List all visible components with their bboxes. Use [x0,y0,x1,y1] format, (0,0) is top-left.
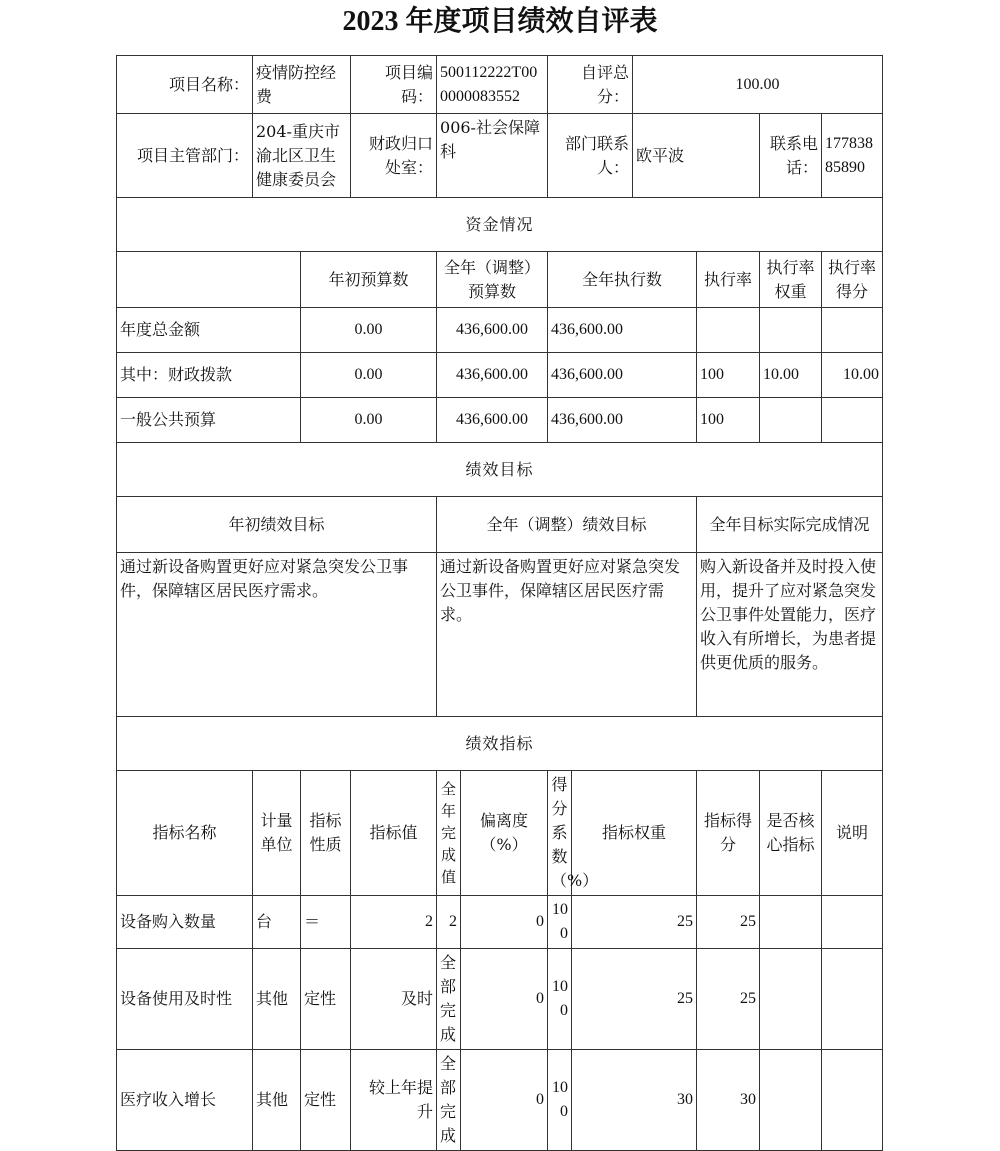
ind-row-target: 2 [351,896,437,949]
funds-row-initial: 0.00 [301,308,437,353]
funds-row-weight [760,308,822,353]
finance-office-label: 财政归口处室： [351,114,437,198]
dept-value: 204-重庆市渝北区卫生健康委员会 [253,114,351,198]
funds-row-weight [760,398,822,443]
ind-row-nature: 定性 [301,1050,351,1151]
goals-initial-text: 通过新设备购置更好应对紧急突发公卫事件，保障辖区居民医疗需求。 [117,553,437,717]
ind-row-target: 较上年提升 [351,1050,437,1151]
ind-row-nature: ＝ [301,896,351,949]
goals-header-row [117,497,883,553]
ind-row-done: 全部完成 [437,1050,461,1151]
funds-header-blank [117,252,301,308]
funds-row-adjusted: 436,600.00 [437,353,548,398]
funds-row [117,308,883,353]
contact-label: 部门联系人： [548,114,633,198]
funds-header-initial: 年初预算数 [301,252,437,308]
ind-row-nature: 定性 [301,949,351,1050]
funds-row-initial: 0.00 [301,353,437,398]
funds-header-row [117,252,883,308]
goals-content-row [117,553,883,717]
funds-row-weight: 10.00 [760,353,822,398]
goals-adjusted-text: 通过新设备购置更好应对紧急突发公卫事件，保障辖区居民医疗需求。 [437,553,697,717]
funds-row-executed: 436,600.00 [548,398,697,443]
ind-row-deviation: 0 [461,949,548,1050]
ind-row-unit: 台 [253,896,301,949]
ind-row-score: 25 [697,896,760,949]
ind-row-weight: 25 [572,949,697,1050]
indicator-row [117,949,883,1050]
funds-row-rate [697,308,760,353]
funds-row-name: 年度总金额 [117,308,301,353]
project-code-value: 500112222T000000083552 [437,56,548,114]
ind-header-done: 全年完成值 [437,771,461,896]
funds-row-score: 10.00 [822,353,883,398]
funds-row-name: 其中：财政拨款 [117,353,301,398]
goals-header-actual: 全年目标实际完成情况 [697,497,883,553]
ind-row-score: 30 [697,1050,760,1151]
goals-section-row [117,443,883,497]
indicators-section-title: 绩效指标 [117,717,883,771]
ind-header-score: 指标得分 [697,771,760,896]
funds-header-executed: 全年执行数 [548,252,697,308]
project-name-label: 项目名称： [117,56,253,114]
project-info-row-1 [117,56,883,114]
funds-row-score [822,398,883,443]
ind-row-coef: 100 [548,896,572,949]
funds-row-adjusted: 436,600.00 [437,398,548,443]
funds-row [117,353,883,398]
ind-row-name: 医疗收入增长 [117,1050,253,1151]
ind-header-coef: 得分系数（%） [548,771,572,896]
ind-row-unit: 其他 [253,949,301,1050]
ind-row-core [760,1050,822,1151]
indicators-section-row [117,717,883,771]
ind-row-core [760,949,822,1050]
ind-header-target: 指标值 [351,771,437,896]
dept-label: 项目主管部门： [117,114,253,198]
ind-header-core: 是否核心指标 [760,771,822,896]
ind-header-nature: 指标性质 [301,771,351,896]
ind-row-coef: 100 [548,949,572,1050]
funds-row-executed: 436,600.00 [548,353,697,398]
self-score-label: 自评总分： [548,56,633,114]
ind-row-note [822,1050,883,1151]
ind-row-name: 设备使用及时性 [117,949,253,1050]
indicator-row [117,896,883,949]
ind-row-note [822,949,883,1050]
funds-section-title: 资金情况 [117,198,883,252]
ind-header-weight: 指标权重 [572,771,697,896]
project-code-label: 项目编码： [351,56,437,114]
page-title: 2023 年度项目绩效自评表 [342,6,658,37]
ind-row-weight: 25 [572,896,697,949]
ind-header-name: 指标名称 [117,771,253,896]
ind-row-target: 及时 [351,949,437,1050]
funds-row-adjusted: 436,600.00 [437,308,548,353]
ind-header-deviation: 偏离度（%） [461,771,548,896]
ind-row-name: 设备购入数量 [117,896,253,949]
contact-value: 欧平波 [633,114,760,198]
funds-row-executed: 436,600.00 [548,308,697,353]
funds-header-weight: 执行率权重 [760,252,822,308]
funds-header-rate: 执行率 [697,252,760,308]
ind-header-note: 说明 [822,771,883,896]
indicator-row [117,1050,883,1151]
phone-label: 联系电话： [760,114,822,198]
funds-header-score: 执行率得分 [822,252,883,308]
goals-header-adjusted: 全年（调整）绩效目标 [437,497,697,553]
funds-row [117,398,883,443]
funds-row-initial: 0.00 [301,398,437,443]
funds-header-adjusted: 全年（调整）预算数 [437,252,548,308]
goals-section-title: 绩效目标 [117,443,883,497]
project-info-row-2 [117,114,883,198]
ind-row-deviation: 0 [461,1050,548,1151]
phone-value: 17783885890 [822,114,883,198]
ind-row-deviation: 0 [461,896,548,949]
funds-row-name: 一般公共预算 [117,398,301,443]
project-name-value: 疫情防控经费 [253,56,351,114]
finance-office-value: 006-社会保障科 [437,114,548,198]
funds-row-rate: 100 [697,353,760,398]
self-score-value: 100.00 [633,56,883,114]
funds-row-score [822,308,883,353]
ind-row-coef: 100 [548,1050,572,1151]
funds-row-rate: 100 [697,398,760,443]
ind-row-unit: 其他 [253,1050,301,1151]
indicators-header-row [117,771,883,896]
ind-row-score: 25 [697,949,760,1050]
ind-row-weight: 30 [572,1050,697,1151]
ind-header-unit: 计量单位 [253,771,301,896]
ind-row-core [760,896,822,949]
self-evaluation-table [116,55,883,1151]
ind-row-done: 全部完成 [437,949,461,1050]
ind-row-done: 2 [437,896,461,949]
funds-section-row [117,198,883,252]
ind-row-note [822,896,883,949]
goals-header-initial: 年初绩效目标 [117,497,437,553]
goals-actual-text: 购入新设备并及时投入使用，提升了应对紧急突发公卫事件处置能力，医疗收入有所增长，为患者提供更优质的服务。 [697,553,883,717]
